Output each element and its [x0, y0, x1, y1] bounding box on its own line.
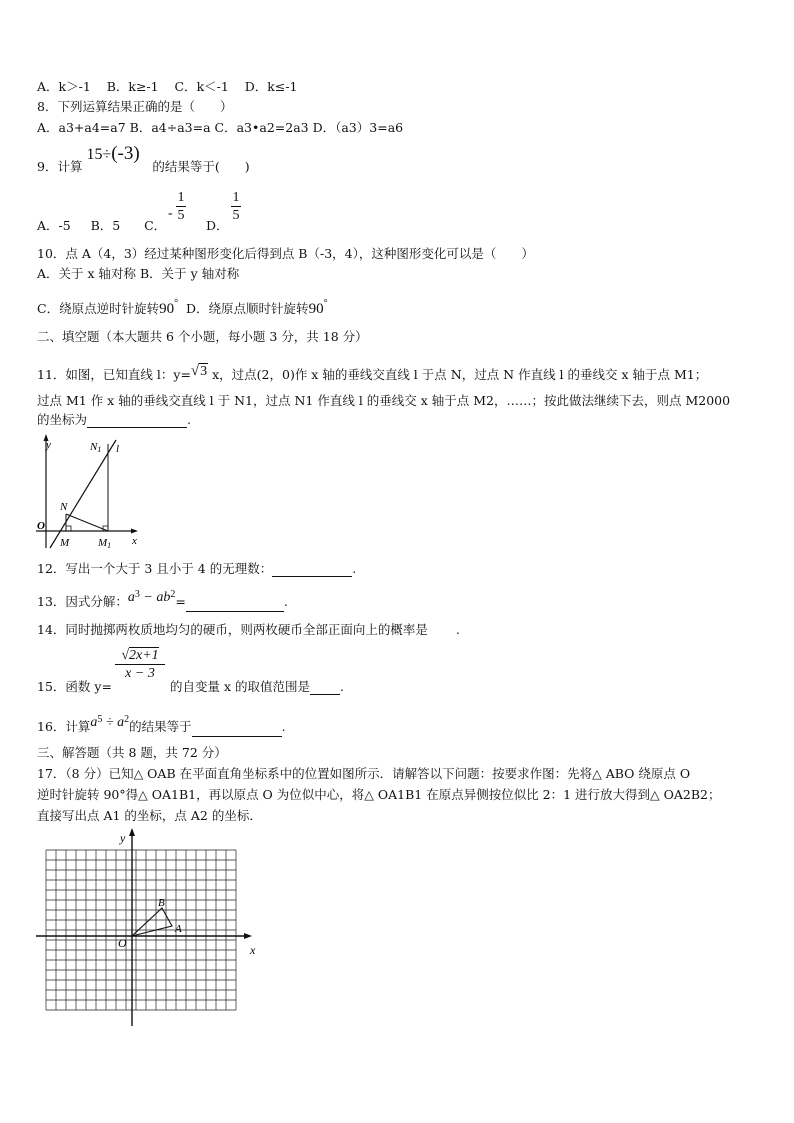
period: .	[340, 679, 344, 694]
q14-text: 14．同时抛掷两枚质地均匀的硬币，则两枚硬币全部正面向上的概率是	[37, 622, 428, 637]
q10-angle-d: 90	[308, 301, 324, 317]
q7-option-d: D．k≤-1	[244, 79, 298, 94]
x-axis-label: x	[250, 943, 256, 957]
period: .	[283, 594, 288, 609]
q9-expr-num: 15	[86, 146, 103, 163]
q9-fraction-c	[168, 190, 186, 223]
q9-option-b: B．5	[90, 218, 121, 233]
period: .	[455, 622, 460, 637]
equals: =	[175, 594, 186, 609]
q10-angle-c: 90	[159, 301, 175, 317]
y-axis-label: y	[120, 831, 126, 845]
fraction-bar	[176, 206, 186, 207]
q10-options-cd	[37, 298, 328, 319]
q11-line-1	[37, 363, 708, 384]
q9-option-a: A．-5	[37, 218, 71, 233]
section-3-heading: 三、解答题（共 8 题，共 72 分）	[37, 745, 227, 760]
x-axis-arrow	[131, 529, 138, 534]
q16-suffix: 的结果等于	[129, 719, 192, 734]
q10-degree-c: °	[174, 298, 179, 309]
q7-option-b: B．k≥-1	[106, 79, 159, 94]
q9-expr-paren: (-3)	[111, 143, 140, 164]
right-angle-mark	[66, 526, 71, 531]
q9-prefix: 9．计算	[37, 159, 83, 174]
q9-frac-c-sign: -	[168, 206, 173, 221]
point-n-label: N	[60, 501, 68, 513]
q17-line-2: 逆时针旋转 90°得△ OA1B1，再以原点 O 为位似中心，将△ OA1B1 在原点异侧按位似比 2：1 进行放大得到△ OA2B2；	[37, 787, 721, 802]
q16-line	[37, 714, 286, 737]
segment-nm1	[66, 514, 108, 531]
q9-frac-c-den: 5	[177, 208, 185, 223]
y-axis-label: y	[46, 439, 51, 451]
line-l	[50, 440, 116, 548]
q14-line	[37, 622, 460, 638]
answer-blank[interactable]	[186, 598, 284, 612]
answer-blank[interactable]	[192, 723, 282, 737]
q8-stem: 8．下列运算结果正确的是（ ）	[37, 99, 233, 114]
point-m1-label: M1	[98, 537, 112, 550]
q15-numerator: √2x+1	[121, 648, 159, 663]
q11-l3: 的坐标为	[37, 412, 88, 427]
q8-options: A．a3+a4=a7 B．a4÷a3=a C．a3•a2=2a3 D．（a3）3=a6	[37, 120, 404, 135]
y-axis-arrow	[129, 828, 135, 836]
q15-line	[37, 679, 112, 695]
q7-option-c: C．k＜-1	[174, 79, 229, 94]
q9-option-c: C．	[144, 218, 167, 233]
q15-denominator: x − 3	[125, 666, 155, 681]
period: .	[352, 561, 357, 576]
q12-text: 12．写出一个大于 3 且小于 4 的无理数：	[37, 561, 273, 576]
q9-suffix: 的结果等于( )	[152, 159, 250, 174]
period: .	[281, 719, 286, 734]
q15-suffix: 的自变量 x 的取值范围是	[170, 679, 310, 694]
q11-l1-a: 11．如图，已知直线 l：y=	[37, 367, 191, 382]
origin-label: O	[118, 936, 127, 950]
point-m-label: M	[60, 537, 70, 549]
q9-frac-d-den: 5	[232, 208, 240, 223]
section-2-heading: 二、填空题（本大题共 6 个小题，每小题 3 分，共 18 分）	[37, 329, 368, 344]
q11-l1-b: x，过点(2，0)作 x 轴的垂线交直线 l 于点 N，过点 N 作直线 l 的垂线交 x 轴于点 M1；	[208, 367, 708, 382]
q11-root-value: 3	[200, 364, 208, 379]
q9-frac-d-num: 1	[232, 190, 240, 205]
q10-degree-d: °	[323, 298, 328, 309]
origin-label: O	[37, 520, 45, 532]
q7-option-a: A．k＞-1	[37, 79, 91, 94]
grid-lines	[46, 850, 236, 1010]
q15-fraction	[115, 648, 165, 681]
q10-option-d: D．绕原点顺时针旋转	[186, 301, 309, 316]
q11-line-2: 过点 M1 作 x 轴的垂线交直线 l 于 N1，过点 N1 作直线 l 的垂线交 x 轴于点 M2，……；按此做法继续下去，则点 M2000	[37, 393, 731, 408]
q17-line-3: 直接写出点 A1 的坐标，点 A2 的坐标．	[37, 808, 262, 823]
q17-line-1: 17．（8 分）已知△ OAB 在平面直角坐标系中的位置如图所示．请解答以下问题：按要求作图：先将△ ABO 绕原点 O	[37, 766, 691, 781]
line-l-label: l	[116, 443, 120, 455]
sqrt-sign: √	[190, 363, 200, 379]
fraction-bar	[115, 664, 165, 665]
q9-fraction-d	[231, 190, 241, 223]
x-axis-arrow	[244, 933, 252, 939]
answer-blank[interactable]	[310, 681, 340, 695]
q9-option-d: D．	[206, 218, 229, 233]
point-b-label: B	[158, 897, 165, 909]
q15-prefix: 15．函数 y=	[37, 679, 112, 694]
q9-expr-div: ÷	[102, 146, 112, 163]
q11-figure	[36, 432, 146, 552]
fraction-bar	[231, 206, 241, 207]
point-a-label: A	[175, 923, 182, 935]
q7-options	[37, 79, 298, 95]
x-axis-label: x	[132, 535, 137, 547]
q9-stem	[37, 143, 250, 175]
q15-suffix-line	[170, 679, 344, 695]
q13-text: 13．因式分解：	[37, 594, 128, 609]
q11-line-3	[37, 412, 191, 428]
q10-options-ab: A．关于 x 轴对称 B．关于 y 轴对称	[37, 266, 240, 281]
q17-grid-figure	[36, 826, 262, 1028]
q10-stem: 10．点 A（4，3）经过某种图形变化后得到点 B（-3，4），这种图形变化可以是（ ）	[37, 246, 534, 261]
q9-opt-ab	[37, 218, 166, 234]
q9-frac-c-num: 1	[177, 190, 185, 205]
q13-line	[37, 589, 288, 612]
q12-line	[37, 561, 356, 577]
point-n1-label: N1	[90, 441, 102, 454]
q16-expression: $a^5 \div a^2$	[90, 714, 130, 730]
q9-expression	[86, 143, 148, 164]
answer-blank[interactable]	[87, 414, 187, 428]
period: .	[187, 412, 191, 427]
q13-expression: $a^3 - ab^2$	[127, 589, 176, 605]
q10-option-c: C．绕原点逆时针旋转	[37, 301, 160, 316]
q16-prefix: 16．计算	[37, 719, 91, 734]
answer-blank[interactable]	[272, 563, 352, 577]
